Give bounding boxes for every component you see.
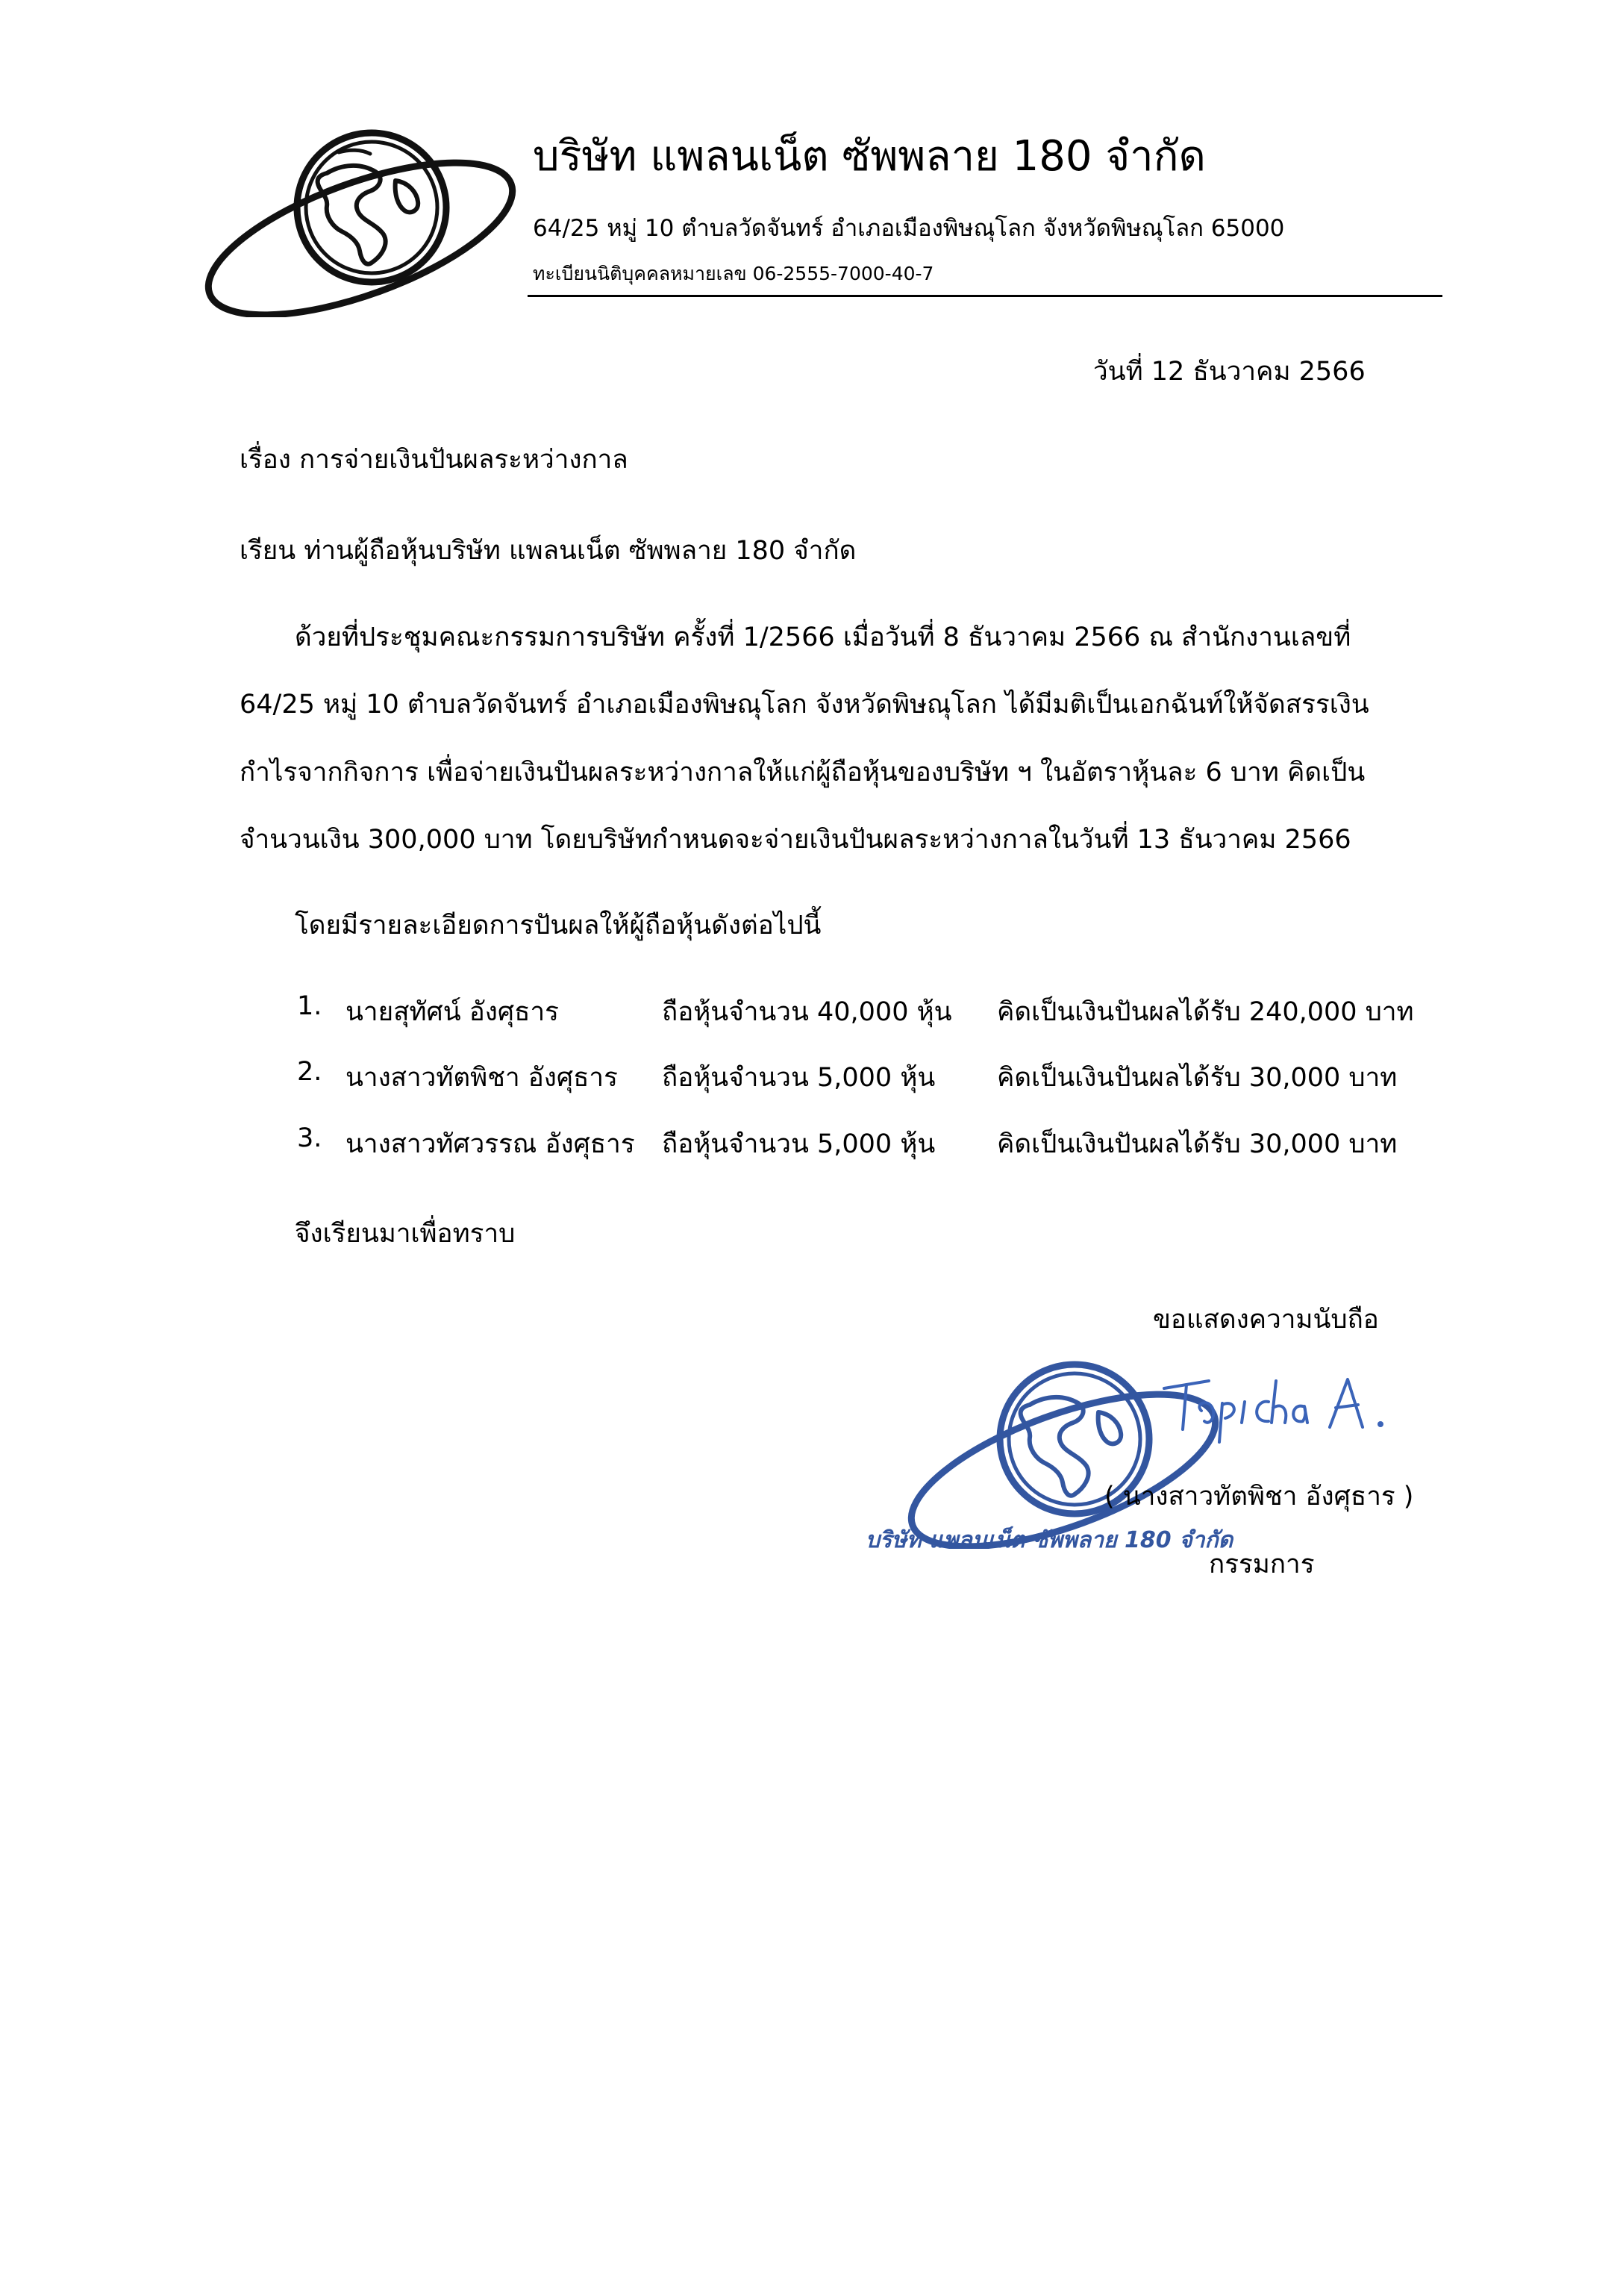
letter-date: วันที่ 12 ธันวาคม 2566 <box>1093 357 1366 387</box>
body-line: กำไรจากกิจการ เพื่อจ่ายเงินปันผลระหว่างกาลให้แก่ผู้ถือหุ้นของบริษัท ฯ ในอัตราหุ้นละ 6 บาท คิดเป็น <box>240 758 1366 787</box>
shareholder-shares: ถือหุ้นจำนวน 5,000 หุ้น <box>662 1129 936 1159</box>
shareholder-name: นายสุทัศน์ อังศุธาร <box>345 997 559 1027</box>
closing-line: จึงเรียนมาเพื่อทราบ <box>295 1219 516 1249</box>
letter-salutation: เรียน ท่านผู้ถือหุ้นบริษัท แพลนเน็ต ซัพพลาย 180 จำกัด <box>240 536 857 566</box>
letter-subject: เรื่อง การจ่ายเงินปันผลระหว่างกาล <box>240 445 628 475</box>
shareholder-dividend: คิดเป็นเงินปันผลได้รับ 240,000 บาท <box>997 997 1414 1027</box>
company-name: บริษัท แพลนเน็ต ซัพพลาย 180 จำกัด <box>533 132 1206 181</box>
row-number: 2. <box>297 1057 322 1087</box>
shareholder-shares: ถือหุ้นจำนวน 5,000 หุ้น <box>662 1063 936 1093</box>
shareholder-dividend: คิดเป็นเงินปันผลได้รับ 30,000 บาท <box>997 1063 1398 1093</box>
row-number: 1. <box>297 991 322 1021</box>
signatory-name: ( นางสาวทัตพิชา อังศุธาร ) <box>1104 1482 1414 1512</box>
body-line: 64/25 หมู่ 10 ตำบลวัดจันทร์ อำเภอเมืองพิษณุโลก จังหวัดพิษณุโลก ได้มีมติเป็นเอกฉันท์ให้จัดสรรเงิน <box>240 690 1369 720</box>
signature-icon <box>1157 1358 1410 1448</box>
shareholder-shares: ถือหุ้นจำนวน 40,000 หุ้น <box>662 997 952 1027</box>
details-intro: โดยมีรายละเอียดการปันผลให้ผู้ถือหุ้นดังต่อไปนี้ <box>295 911 822 940</box>
shareholder-dividend: คิดเป็นเงินปันผลได้รับ 30,000 บาท <box>997 1129 1398 1159</box>
signatory-title: กรรมการ <box>1209 1550 1315 1579</box>
body-line: จำนวนเงิน 300,000 บาท โดยบริษัทกำหนดจะจ่ายเงินปันผลระหว่างกาลในวันที่ 13 ธันวาคม 2566 <box>240 825 1351 855</box>
header-divider <box>528 295 1442 297</box>
regards-line: ขอแสดงความนับถือ <box>1153 1305 1379 1335</box>
company-address: 64/25 หมู่ 10 ตำบลวัดจันทร์ อำเภอเมืองพิษณุโลก จังหวัดพิษณุโลก 65000 <box>533 215 1285 242</box>
shareholder-name: นางสาวทัตพิชา อังศุธาร <box>345 1063 618 1093</box>
company-registration: ทะเบียนนิติบุคคลหมายเลข 06-2555-7000-40-7 <box>533 263 934 284</box>
shareholder-name: นางสาวทัศวรรณ อังศุธาร <box>345 1129 635 1159</box>
stamp-text: บริษัท แพลนเน็ต ซัพพลาย 180 จำกัด <box>866 1527 1233 1553</box>
body-line: ด้วยที่ประชุมคณะกรรมการบริษัท ครั้งที่ 1/2566 เมื่อวันที่ 8 ธันวาคม 2566 ณ สำนักงานเลขที่ <box>295 623 1351 652</box>
globe-ring-logo-icon <box>193 119 543 317</box>
row-number: 3. <box>297 1123 322 1153</box>
